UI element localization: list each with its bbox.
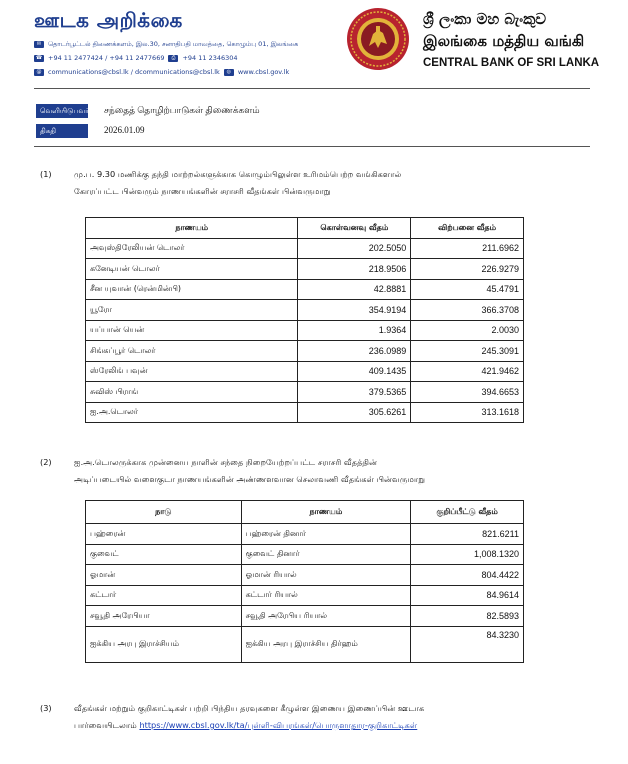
table-row: சீன யுவான் (ரென்மின்பி) 42.8881 45.4791 [86,279,524,300]
gulf-rates-table [85,500,524,663]
section-1-text: (1) மு.ப. 9.30 மணிக்கு தந்தி மாற்றல்களுக்காக கொழும்பிலுள்ள உரிமம்பெற்ற வங்கிகளால் கோரப்பட்ட பின்வரும் நாணயங்களின் சராசரி வீதங்கள் பின்வருமாறு [40,169,402,196]
issued-by-label: வெளியிடுபவர் [36,104,88,118]
table-row: பஹ்ரைன் பஹ்ரைன் தினார் 821.6211 [86,524,524,545]
table-header-row [86,218,524,239]
table-row: கனேடியன் டொலர் 218.9506 226.9279 [86,259,524,280]
globe-icon: ◎ [224,69,234,76]
table-row: குவைட் குவைட் தினார் 1,008.1320 [86,544,524,565]
cbsl-seal-logo [345,6,411,72]
table-header-row [86,501,524,524]
email-link[interactable]: communications@cbsl.lk / dcommunications@cbsl.lk [48,68,220,76]
section-3-text: (3) வீதங்கள் மற்றும் குறிகாட்டிகள் பற்றி பிந்திய தரவுகளை கீழுள்ள இணைய இணைப்பின் ஊடாக பார்வையிடலாம் https://www.cbsl.gov.lk/ta/புள்ளி-விபரங்கள்/பொருளாதார-குறிகாட்டிகள் [40,703,425,730]
date-value: 2026.01.09 [104,125,145,135]
bank-name-sinhala: ශ්‍රී ලංකා මහ බැංකුව [423,10,547,28]
section-2-text: (2) ஐ.அ.டொலருக்காக முன்னைய நாளின் சந்தை நிறையேற்றப்பட்ட சராசரி வீதத்தின் அடிப்படையில் வளைகுடா நாணயங்களின் அண்ணளவான செலாவணி வீதங்கள் பின்வருமாறு [40,457,426,484]
col-header-country: நாடு [86,501,242,524]
phone-line: ☎ +94 11 2477424 / +94 11 2477669 ⎙ +94 11 2346304 [35,54,238,62]
exchange-rates-table [85,217,524,423]
table-row: ஸ்ரேலிங் பவுன் 409.1435 421.9462 [86,361,524,382]
meta-divider [34,146,590,147]
col-header-currency: நாணயம் [86,218,298,239]
bank-name-tamil: இலங்கை மத்திய வங்கி [423,32,585,50]
table-row: கட்டார் கட்டார் ரியால் 84.9614 [86,585,524,606]
col-header-selling: விற்பனை வீதம் [411,218,524,239]
date-label: திகதி [36,124,88,138]
fax-icon: ⎙ [168,55,178,62]
department-title: ஊடக அறிக்கை [34,8,183,32]
table-row: யப்பான் யென் 1.9364 2.0030 [86,320,524,341]
table-row: ஐ.அ.டொலர் 305.6261 313.1618 [86,402,524,423]
email-web-line [34,68,289,76]
col-header-currency: நாணயம் [241,501,411,524]
table-row: ஐக்கிய அரபு இராச்சியம் ஐக்கிய அரபு இராச்சிய திர்ஹம் 84.3230 [86,626,524,662]
envelope-icon: ✉ [34,41,44,48]
address-line: ✉ தொடர்பூட்டல் திணைக்களம், இல.30, சனாதிபதி மாவத்தை, கொழும்பு 01, இலங்கை [34,40,298,49]
website-link[interactable]: www.cbsl.gov.lk [237,68,290,76]
table-row: யூரோ 354.9194 366.3708 [86,300,524,321]
col-header-buying: கொள்வனவு வீதம் [298,218,411,239]
table-row: ஓமான் ஓமான் ரியால் 804.4422 [86,565,524,586]
economic-indicators-link[interactable]: https://www.cbsl.gov.lk/ta/புள்ளி-விபரங்கள்/பொருளாதார-குறிகாட்டிகள் [139,720,418,730]
table-row: சவூதி அரேபியா சவூதி அரேபிய ரியால் 82.5893 [86,606,524,627]
phone-icon: ☎ [35,54,43,61]
table-row: அவுஸ்திரேலியன் டொலர் 202.5050 211.6962 [86,238,524,259]
col-header-reference-rate: குறிப்பீட்டு வீதம் [411,501,524,524]
table-row: சிங்கப்பூர் டொலர் 236.0989 245.3091 [86,341,524,362]
bank-name-english: CENTRAL BANK OF SRI LANKA [423,57,600,69]
issued-by-value: சந்தைத் தொழிற்பாடுகள் திணைக்களம் [104,105,260,115]
table-row: சுவிஸ் பிராங் 379.5365 394.6653 [86,382,524,403]
header-divider [34,88,590,89]
at-icon: @ [34,69,44,76]
